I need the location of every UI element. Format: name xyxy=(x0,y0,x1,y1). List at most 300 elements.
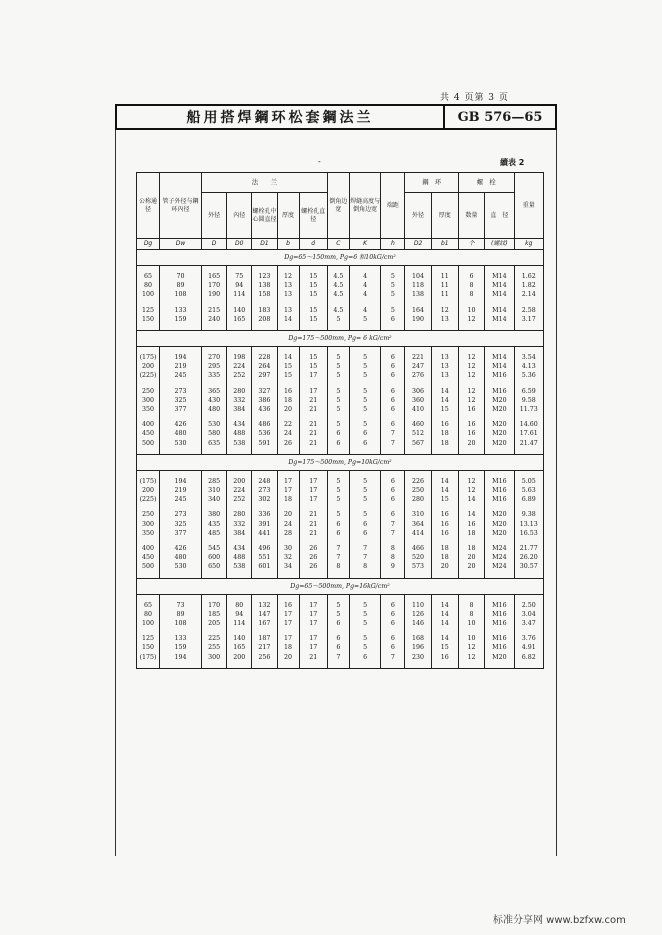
table-cell: 6 xyxy=(349,439,380,448)
table-cell: 306 xyxy=(405,387,431,396)
table-cell: 270 xyxy=(202,353,227,362)
col-header-inner-diameter: 內径 xyxy=(227,193,252,239)
table-cell: 133 xyxy=(160,634,202,643)
table-cell: 5 xyxy=(327,371,349,380)
table-cell: (225) xyxy=(137,371,160,380)
table-cell: 21 xyxy=(299,429,327,438)
table-cell: 15 xyxy=(277,371,299,380)
table-cell: 2.50 xyxy=(514,601,543,610)
table-cell: M16 xyxy=(485,619,514,628)
table-cell: 6 xyxy=(381,601,405,610)
table-cell: 13 xyxy=(431,371,458,380)
table-cell: 4 xyxy=(349,306,380,315)
table-cell: 21 xyxy=(299,520,327,529)
table-cell: 567 xyxy=(405,439,431,448)
table-cell: M20 xyxy=(485,396,514,405)
table-cell: 73 xyxy=(160,601,202,610)
table-cell: 158 xyxy=(252,290,277,299)
table-cell: 17 xyxy=(277,486,299,495)
table-cell: 240 xyxy=(202,315,227,324)
table-cell: 5 xyxy=(349,486,380,495)
table-cell: 434 xyxy=(227,420,252,429)
table-row xyxy=(137,371,544,380)
table-cell: 110 xyxy=(405,601,431,610)
table-cell: 335 xyxy=(202,371,227,380)
table-cell: 11 xyxy=(431,290,458,299)
table-cell: 4.5 xyxy=(327,272,349,281)
table-cell: 80 xyxy=(227,601,252,610)
symbol-dw: Dw xyxy=(160,239,202,250)
table-cell: 196 xyxy=(405,643,431,652)
table-cell: 600 xyxy=(202,553,227,562)
table-cell: 11.73 xyxy=(514,405,543,414)
table-cell: 430 xyxy=(202,396,227,405)
table-cell: 364 xyxy=(405,520,431,529)
table-cell: 15 xyxy=(299,315,327,324)
table-cell: 230 xyxy=(405,653,431,662)
table-cell: 140 xyxy=(227,634,252,643)
table-cell: M20 xyxy=(485,653,514,662)
table-cell: 4 xyxy=(349,272,380,281)
symbol-thread: (螺紋) xyxy=(485,239,514,250)
table-cell: 12 xyxy=(277,272,299,281)
table-cell: 32 xyxy=(277,553,299,562)
table-cell: 65 xyxy=(137,272,160,281)
table-cell: M20 xyxy=(485,510,514,519)
table-cell: 17 xyxy=(277,610,299,619)
table-cell: 34 xyxy=(277,562,299,571)
table-cell: 16.53 xyxy=(514,529,543,538)
table-cell: 4.5 xyxy=(327,306,349,315)
table-cell: 256 xyxy=(252,653,277,662)
table-cell: 65 xyxy=(137,601,160,610)
table-cell: 18 xyxy=(458,529,484,538)
table-row xyxy=(137,439,544,448)
table-row xyxy=(137,495,544,504)
table-cell: 12 xyxy=(458,396,484,405)
table-cell: 6 xyxy=(381,420,405,429)
table-cell: 15 xyxy=(299,290,327,299)
table-cell: 18 xyxy=(277,396,299,405)
table-cell: 24 xyxy=(277,520,299,529)
table-cell: 310 xyxy=(405,510,431,519)
table-cell: 3.76 xyxy=(514,634,543,643)
table-cell: 5 xyxy=(349,371,380,380)
table-cell: 5 xyxy=(327,315,349,324)
table-cell: 165 xyxy=(227,315,252,324)
table-cell: 6 xyxy=(349,429,380,438)
table-cell: 17 xyxy=(277,477,299,486)
table-cell: M16 xyxy=(485,643,514,652)
table-cell: 530 xyxy=(160,562,202,571)
table-cell: 488 xyxy=(227,553,252,562)
table-cell: 4.91 xyxy=(514,643,543,652)
table-cell: M16 xyxy=(485,495,514,504)
table-cell: 100 xyxy=(137,619,160,628)
table-cell: 6.59 xyxy=(514,387,543,396)
table-cell: 228 xyxy=(252,353,277,362)
table-row xyxy=(137,272,544,281)
col-group-bolt: 螺 栓 xyxy=(458,173,514,193)
table-cell: 20 xyxy=(431,562,458,571)
table-cell: 18 xyxy=(431,544,458,553)
col-header-ring-od: 外径 xyxy=(405,193,431,239)
table-cell: 21.77 xyxy=(514,544,543,553)
table-row xyxy=(137,290,544,299)
table-cell: 250 xyxy=(137,387,160,396)
table-cell: 150 xyxy=(137,315,160,324)
table-cell: 21 xyxy=(299,529,327,538)
table-cell: 165 xyxy=(202,272,227,281)
section-header xyxy=(137,578,544,594)
table-cell: 441 xyxy=(252,529,277,538)
table-cell: 5 xyxy=(327,601,349,610)
col-header-weight: 重量 xyxy=(514,173,543,239)
table-cell: 10 xyxy=(458,619,484,628)
table-cell: 5 xyxy=(327,610,349,619)
symbol-b: b xyxy=(277,239,299,250)
table-cell: 5 xyxy=(349,610,380,619)
table-cell: 6 xyxy=(381,315,405,324)
table-cell: 5 xyxy=(327,353,349,362)
table-cell: 30.57 xyxy=(514,562,543,571)
standard-number: GB 576—65 xyxy=(443,106,555,128)
table-cell: 5 xyxy=(349,315,380,324)
table-cell: 5 xyxy=(327,486,349,495)
table-cell: 273 xyxy=(160,510,202,519)
table-cell: M20 xyxy=(485,405,514,414)
table-cell: 6 xyxy=(327,439,349,448)
table-cell: 20 xyxy=(277,510,299,519)
table-cell: 6 xyxy=(381,634,405,643)
table-row xyxy=(137,634,544,643)
table-row xyxy=(137,281,544,290)
table-cell: 496 xyxy=(252,544,277,553)
table-row xyxy=(137,387,544,396)
table-cell: 12 xyxy=(458,387,484,396)
table-cell: 6 xyxy=(327,429,349,438)
table-cell: 21 xyxy=(299,420,327,429)
section-title: Dg=65～150mm, Pg=6 和10kG/cm² xyxy=(137,250,544,266)
table-cell: 150 xyxy=(137,643,160,652)
table-cell: 15 xyxy=(431,495,458,504)
table-cell: 190 xyxy=(405,315,431,324)
table-cell: 75 xyxy=(227,272,252,281)
table-cell: 133 xyxy=(160,306,202,315)
table-cell: 125 xyxy=(137,306,160,315)
table-cell: 138 xyxy=(252,281,277,290)
table-cell: 5 xyxy=(381,281,405,290)
table-cell: 5 xyxy=(349,634,380,643)
table-cell: 13 xyxy=(277,281,299,290)
table-cell: 365 xyxy=(202,387,227,396)
table-cell: M20 xyxy=(485,429,514,438)
table-cell: 224 xyxy=(227,486,252,495)
table-cell: 5 xyxy=(381,290,405,299)
table-row xyxy=(137,420,544,429)
table-cell: 310 xyxy=(202,486,227,495)
table-cell: 12 xyxy=(458,353,484,362)
table-cell: 273 xyxy=(252,486,277,495)
table-cell: 5.05 xyxy=(514,477,543,486)
table-cell: 194 xyxy=(160,653,202,662)
table-cell: 15 xyxy=(299,272,327,281)
table-cell: 7 xyxy=(327,653,349,662)
table-cell: 16 xyxy=(458,429,484,438)
table-cell: 1.62 xyxy=(514,272,543,281)
table-row xyxy=(137,315,544,324)
symbol-dg: Dg xyxy=(137,239,160,250)
table-cell: 219 xyxy=(160,362,202,371)
table-cell: 6 xyxy=(381,405,405,414)
table-cell: 17 xyxy=(299,371,327,380)
table-cell: M16 xyxy=(485,371,514,380)
table-cell: 635 xyxy=(202,439,227,448)
table-cell: 16 xyxy=(458,420,484,429)
table-cell: 208 xyxy=(252,315,277,324)
table-cell: 245 xyxy=(160,495,202,504)
table-cell: 159 xyxy=(160,643,202,652)
table-cell: 3.54 xyxy=(514,353,543,362)
table-cell: 6 xyxy=(381,396,405,405)
table-cell: 530 xyxy=(202,420,227,429)
table-cell: 332 xyxy=(227,396,252,405)
watermark-footer: 标准分享网 www.bzfxw.com xyxy=(493,915,626,926)
table-cell: 601 xyxy=(252,562,277,571)
table-cell: 5 xyxy=(349,477,380,486)
table-cell: M24 xyxy=(485,562,514,571)
symbol-hole-d: d xyxy=(299,239,327,250)
table-cell: 14 xyxy=(431,486,458,495)
table-cell: 185 xyxy=(202,610,227,619)
table-cell: 14 xyxy=(431,387,458,396)
table-cell: 26 xyxy=(299,553,327,562)
table-cell: 2.14 xyxy=(514,290,543,299)
table-cell: 6 xyxy=(381,477,405,486)
table-cell: 89 xyxy=(160,281,202,290)
table-cell: 5 xyxy=(349,420,380,429)
col-header-bolt-circle: 螺栓孔中心圆直径 xyxy=(252,193,277,239)
table-cell: 16 xyxy=(277,601,299,610)
table-cell: 221 xyxy=(405,353,431,362)
table-cell: 5 xyxy=(349,362,380,371)
table-cell: 3.04 xyxy=(514,610,543,619)
table-cell: 17 xyxy=(299,486,327,495)
table-cell: 6 xyxy=(381,362,405,371)
col-group-ring: 鋼 环 xyxy=(405,173,459,193)
table-row xyxy=(137,520,544,529)
table-cell: 14 xyxy=(277,315,299,324)
table-cell: 18 xyxy=(431,553,458,562)
table-cell: 4.13 xyxy=(514,362,543,371)
table-cell: 6 xyxy=(327,529,349,538)
page-number: 共 4 页第 3 页 xyxy=(440,93,509,103)
table-cell: 30 xyxy=(277,544,299,553)
table-row xyxy=(137,610,544,619)
table-cell: 104 xyxy=(405,272,431,281)
table-cell: (175) xyxy=(137,477,160,486)
table-cell: 17 xyxy=(299,619,327,628)
table-cell: 325 xyxy=(160,520,202,529)
table-cell: 123 xyxy=(252,272,277,281)
table-cell: 12 xyxy=(431,306,458,315)
symbol-kg: kg xyxy=(514,239,543,250)
table-cell: 225 xyxy=(202,634,227,643)
table-cell: 386 xyxy=(252,396,277,405)
table-cell: 7 xyxy=(349,544,380,553)
table-cell: M14 xyxy=(485,315,514,324)
table-cell: M14 xyxy=(485,290,514,299)
table-cell: 6 xyxy=(381,486,405,495)
table-cell: 8 xyxy=(458,610,484,619)
table-cell: 5.63 xyxy=(514,486,543,495)
table-cell: 17 xyxy=(277,619,299,628)
table-cell: 248 xyxy=(252,477,277,486)
table-cell: 18 xyxy=(431,439,458,448)
table-cell: 500 xyxy=(137,562,160,571)
top-mark: - xyxy=(318,157,321,166)
col-header-chamfer: 倒角边宽 xyxy=(327,173,349,239)
table-cell: 26 xyxy=(299,562,327,571)
table-cell: 17 xyxy=(277,634,299,643)
table-cell: 94 xyxy=(227,281,252,290)
table-cell: 650 xyxy=(202,562,227,571)
table-cell: 24 xyxy=(277,429,299,438)
table-cell: 28 xyxy=(277,529,299,538)
table-cell: 573 xyxy=(405,562,431,571)
section-header xyxy=(137,331,544,347)
table-cell: 14 xyxy=(277,353,299,362)
table-cell: 21.47 xyxy=(514,439,543,448)
table-cell: 21 xyxy=(299,510,327,519)
table-cell: 13.13 xyxy=(514,520,543,529)
table-cell: 200 xyxy=(137,362,160,371)
table-cell: 13 xyxy=(277,306,299,315)
table-cell: 264 xyxy=(252,362,277,371)
table-cell: 13 xyxy=(431,315,458,324)
table-cell: 5 xyxy=(327,405,349,414)
symbol-d: D xyxy=(202,239,227,250)
table-cell: 16 xyxy=(458,520,484,529)
table-cell: 205 xyxy=(202,619,227,628)
table-cell: 6 xyxy=(381,619,405,628)
table-cell: 16 xyxy=(277,387,299,396)
table-cell: 384 xyxy=(227,529,252,538)
section-title: Dg=65～500mm, Pg=16kG/cm² xyxy=(137,578,544,594)
table-cell: 13 xyxy=(431,362,458,371)
symbol-b1: b1 xyxy=(431,239,458,250)
col-header-ring-thickness: 厚度 xyxy=(431,193,458,239)
table-cell: 480 xyxy=(202,405,227,414)
table-cell: 114 xyxy=(227,290,252,299)
table-cell: 252 xyxy=(227,371,252,380)
table-cell: 217 xyxy=(252,643,277,652)
symbol-k: K xyxy=(349,239,380,250)
table-cell: 80 xyxy=(137,610,160,619)
table-cell: 280 xyxy=(227,387,252,396)
table-cell: 5 xyxy=(327,420,349,429)
table-cell: M20 xyxy=(485,420,514,429)
table-cell: M16 xyxy=(485,387,514,396)
table-cell: 5 xyxy=(327,362,349,371)
section-title: Dg=175～500mm, Pg= 6 kG/cm² xyxy=(137,331,544,347)
table-cell: 200 xyxy=(137,486,160,495)
table-cell: 5 xyxy=(349,495,380,504)
table-cell: 21 xyxy=(299,439,327,448)
table-cell: 377 xyxy=(160,405,202,414)
table-cell: 26.20 xyxy=(514,553,543,562)
table-row xyxy=(137,477,544,486)
table-cell: 9 xyxy=(381,562,405,571)
table-cell: 183 xyxy=(252,306,277,315)
table-cell: 325 xyxy=(160,396,202,405)
table-cell: 426 xyxy=(160,420,202,429)
table-cell: 17 xyxy=(299,610,327,619)
table-cell: M24 xyxy=(485,553,514,562)
table-cell: 7 xyxy=(381,653,405,662)
table-cell: 340 xyxy=(202,495,227,504)
table-cell: 16 xyxy=(431,529,458,538)
table-cell: 500 xyxy=(137,439,160,448)
symbol-d0: D0 xyxy=(227,239,252,250)
table-cell: 436 xyxy=(252,405,277,414)
table-cell: 551 xyxy=(252,553,277,562)
section-header xyxy=(137,454,544,470)
table-cell: 5.36 xyxy=(514,371,543,380)
table-cell: 170 xyxy=(202,601,227,610)
table-cell: 336 xyxy=(252,510,277,519)
table-cell: 255 xyxy=(202,643,227,652)
table-cell: 14 xyxy=(458,495,484,504)
table-cell: M16 xyxy=(485,601,514,610)
table-cell: 20 xyxy=(458,553,484,562)
table-cell: 520 xyxy=(405,553,431,562)
flange-spec-table xyxy=(136,172,544,669)
table-cell: 1.82 xyxy=(514,281,543,290)
table-row xyxy=(137,553,544,562)
table-cell: 12 xyxy=(458,477,484,486)
table-cell: 7 xyxy=(327,544,349,553)
table-cell: 80 xyxy=(137,281,160,290)
table-cell: M16 xyxy=(485,477,514,486)
table-cell: 488 xyxy=(227,429,252,438)
table-cell: 5 xyxy=(327,387,349,396)
table-cell: 198 xyxy=(227,353,252,362)
table-cell: 15 xyxy=(299,281,327,290)
table-row xyxy=(137,306,544,315)
table-cell: 297 xyxy=(252,371,277,380)
table-cell: 295 xyxy=(202,362,227,371)
table-cell: 18 xyxy=(431,429,458,438)
table-cell: 6 xyxy=(327,619,349,628)
table-cell: 15 xyxy=(299,353,327,362)
table-cell: 200 xyxy=(227,653,252,662)
table-cell: 6 xyxy=(381,510,405,519)
table-cell: 11 xyxy=(431,272,458,281)
table-cell: 391 xyxy=(252,520,277,529)
table-cell: 12 xyxy=(458,653,484,662)
table-cell: 360 xyxy=(405,396,431,405)
table-cell: 14 xyxy=(431,477,458,486)
table-cell: 14 xyxy=(431,610,458,619)
table-cell: 100 xyxy=(137,290,160,299)
table-cell: 6 xyxy=(349,653,380,662)
table-cell: 8 xyxy=(458,290,484,299)
table-cell: M20 xyxy=(485,439,514,448)
table-cell: 165 xyxy=(227,643,252,652)
table-cell: 460 xyxy=(405,420,431,429)
table-cell: 480 xyxy=(160,553,202,562)
